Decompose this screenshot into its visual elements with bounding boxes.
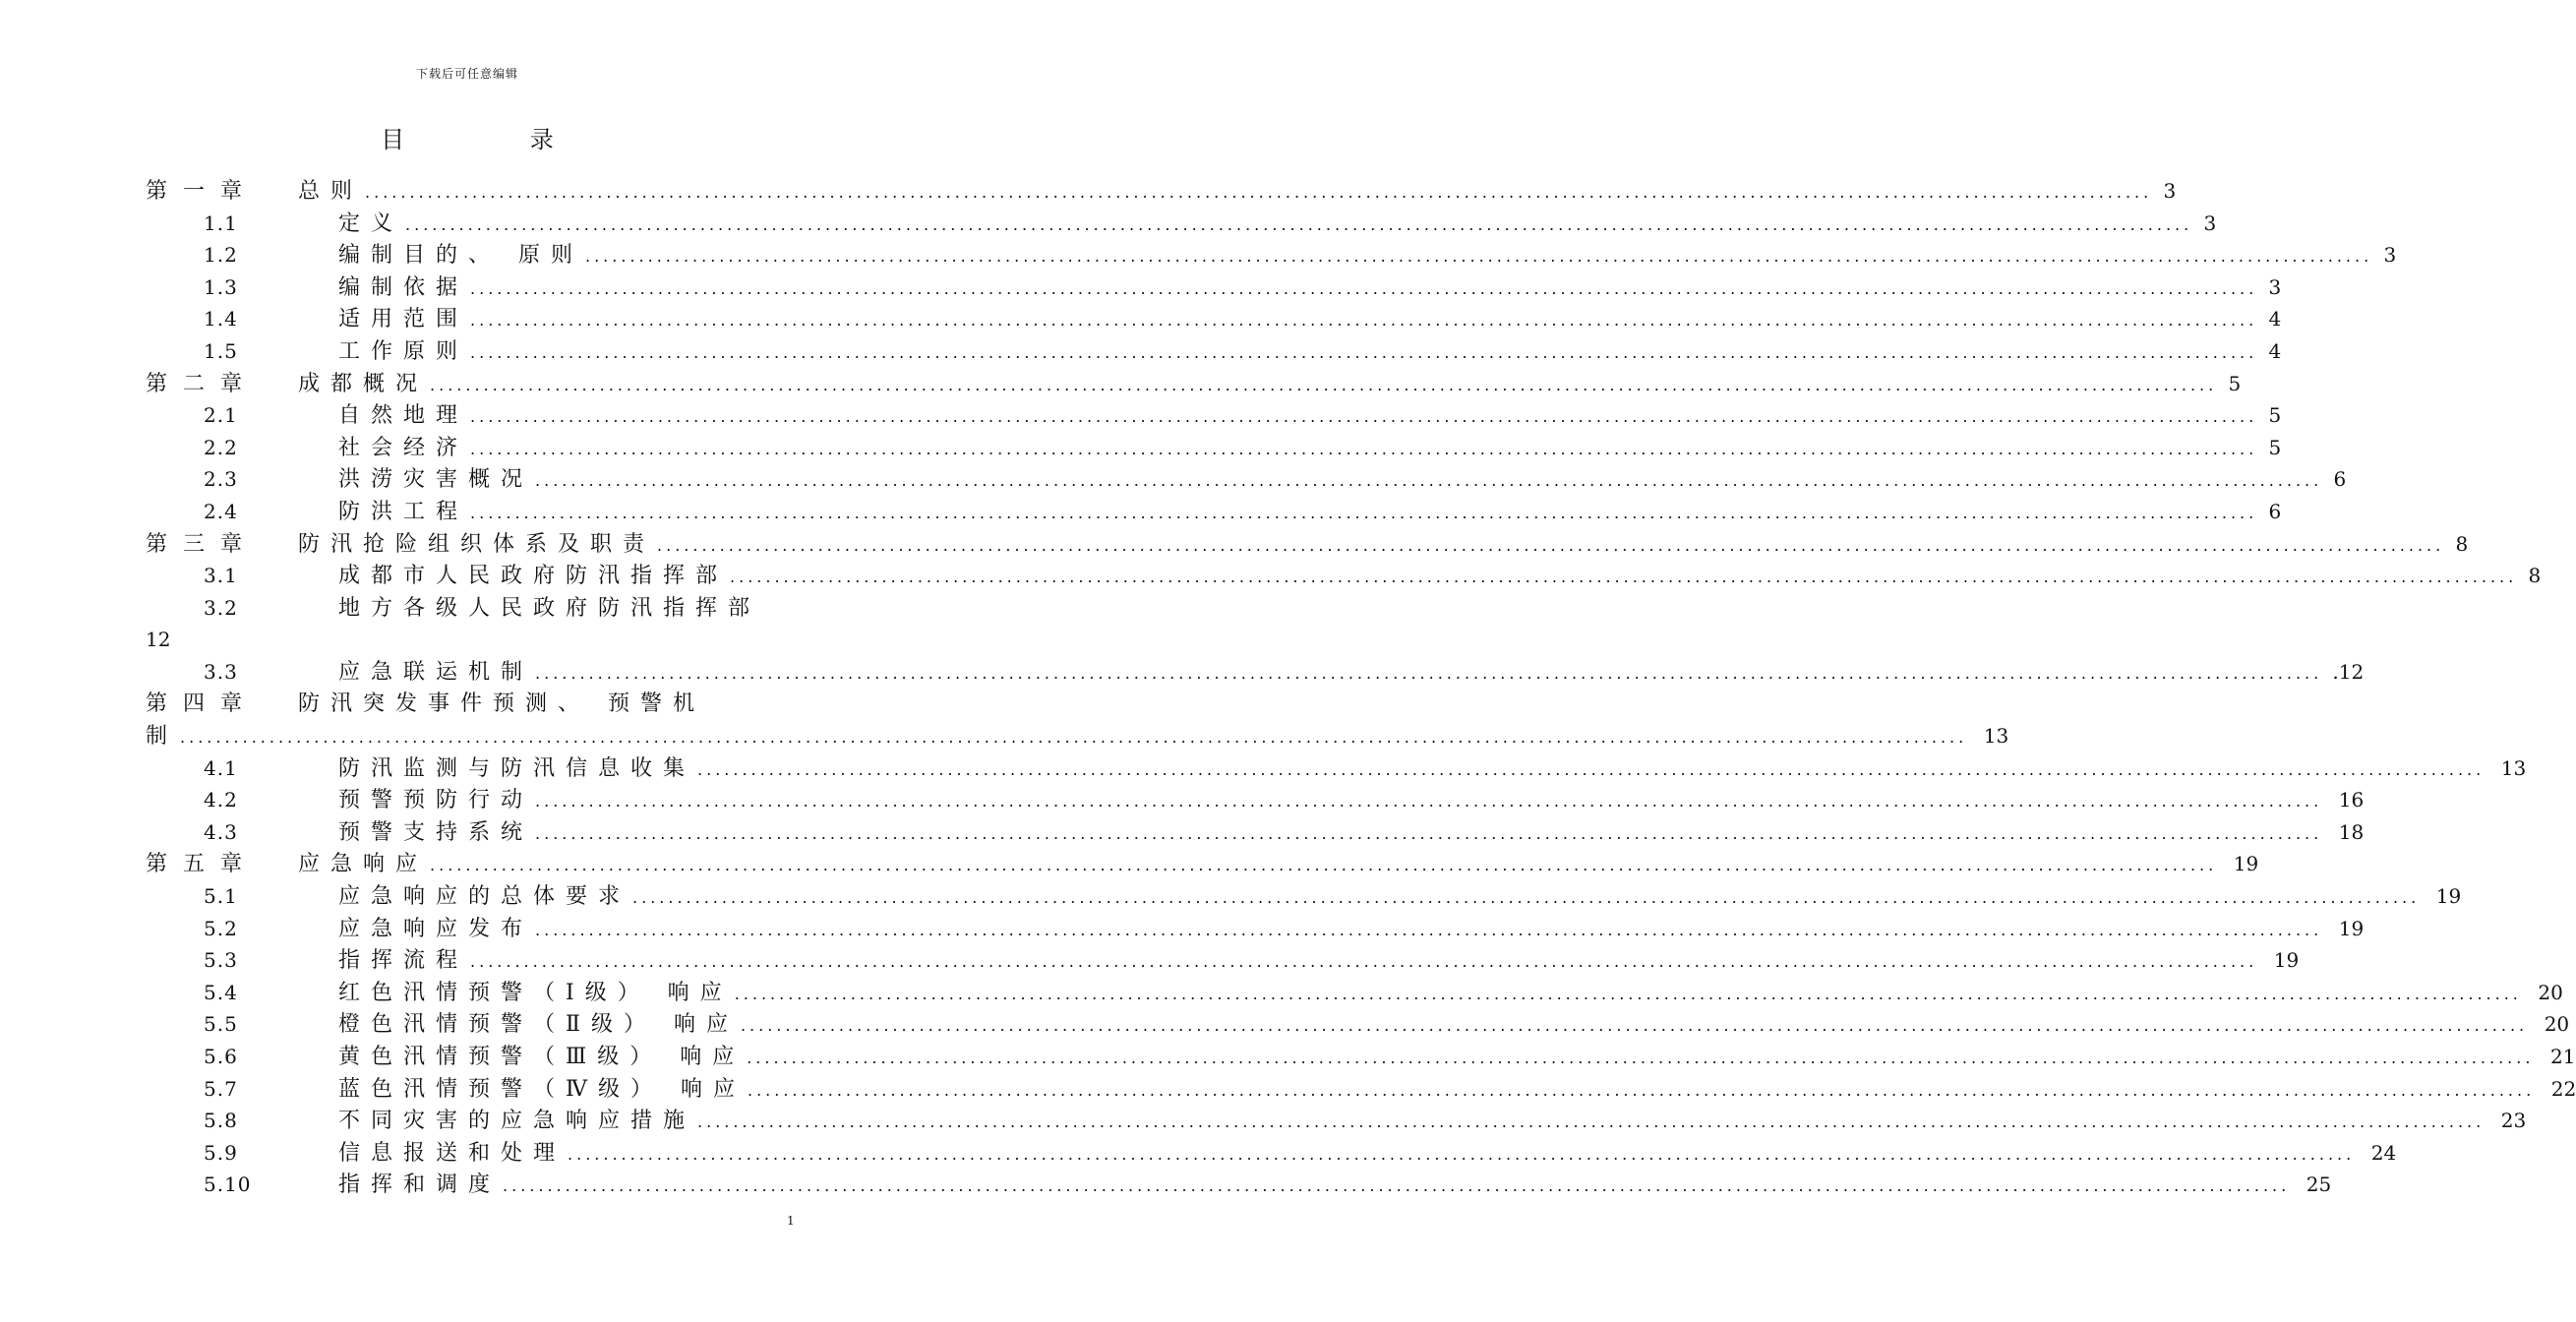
toc-leader-dots: ........................................................................................................................................................................................................ [657,535,2445,555]
toc-section-entry[interactable] [146,1073,2576,1106]
toc-entry-title: 成都市人民政府防汛指挥部 [338,564,729,589]
toc-page-number: 19 [2338,916,2365,940]
toc-chapter-entry[interactable] [146,368,2242,400]
toc-section-entry[interactable] [146,913,2365,945]
toc-section-number: 5.5 [204,1012,238,1037]
toc-section-entry[interactable] [146,1041,2576,1073]
toc-continuation[interactable] [146,624,795,656]
toc-chapter-number: 第四章 [146,691,259,716]
toc-section-number: 5.9 [204,1140,238,1165]
toc-section-number: 1.4 [204,307,238,331]
toc-section-number: 4.2 [204,788,238,812]
toc-leader-dots: ........................................................................................................................................................................................................ [470,439,2258,458]
toc-page-number: 16 [2338,788,2365,812]
toc-chapter-number: 第一章 [146,179,259,204]
toc-leader-dots: ........................................................................................................................................................................................................ [470,503,2258,522]
toc-entry-title: 洪涝灾害概况 [338,467,534,493]
toc-leader-dots: ........................................................................................................................................................................................................ [470,278,2258,298]
toc-page-number: 4 [2268,338,2282,363]
table-of-contents [146,175,2576,1201]
toc-leader-dots: ........................................................................................................................................................................................................ [730,568,2518,587]
toc-leader-dots: ........................................................................................................................................................................................................ [470,407,2258,427]
toc-leader-dots: ........................................................................................................................................................................................................ [747,1080,2536,1100]
toc-leader-dots: ........................................................................................................................................................................................................ [365,183,2153,202]
toc-entry-title: 预警支持系统 [338,819,534,845]
toc-section-entry[interactable] [146,1169,2332,1201]
toc-section-entry[interactable] [146,496,2282,528]
toc-entry-title: 制 [146,724,179,750]
toc-page-number: 13 [1983,724,2009,749]
toc-page-number: 3 [2383,243,2397,268]
toc-page-number: 24 [2370,1140,2397,1165]
toc-section-entry[interactable] [146,271,2282,304]
toc-section-entry[interactable] [146,560,2542,592]
toc-entry-title: 编制目的、 原则 [338,243,583,269]
toc-section-entry[interactable] [146,335,2282,368]
toc-section-entry[interactable] [146,1105,2527,1137]
toc-leader-dots: ........................................................................................................................................................................................................ [430,375,2218,394]
toc-page-number: 13 [2500,755,2527,780]
toc-section-number: 5.2 [204,916,238,940]
toc-section-entry[interactable] [146,239,2397,271]
toc-entry-title: 预警预防行动 [338,788,534,813]
toc-section-number: 5.7 [204,1076,238,1101]
toc-entry-title: 适用范围 [338,307,469,332]
toc-leader-dots: ........................................................................................................................................................................................................ [734,984,2522,1003]
toc-entry-title: 指挥流程 [338,948,469,974]
toc-leader-dots: ........................................................................................................................................................................................................ [585,247,2373,267]
toc-chapter-entry[interactable] [146,689,795,721]
toc-chapter-number: 第三章 [146,531,259,557]
toc-leader-dots: ........................................................................................................................................................................................................ [697,1112,2486,1132]
toc-page-number: 20 [2538,980,2563,1004]
toc-section-entry[interactable] [146,592,795,625]
toc-section-number: 5.1 [204,884,238,909]
toc-entry-title: 应急联运机制 [338,659,534,685]
toc-section-number: 5.10 [204,1172,252,1197]
toc-leader-dots: ........................................................................................................................................................................................................ [740,1016,2529,1036]
toc-section-number: 4.1 [204,755,238,780]
toc-page-number: 6 [2268,499,2282,523]
toc-page-number: 5 [2268,435,2282,459]
toc-chapter-number: 第二章 [146,371,259,396]
toc-section-number: 3.2 [204,595,238,620]
toc-section-entry[interactable] [146,784,2365,816]
toc-leader-dots: ........................................................................................................................................................................................................ [697,759,2486,779]
toc-section-entry[interactable] [146,432,2282,464]
toc-section-entry[interactable] [146,1137,2397,1170]
toc-chapter-entry[interactable] [146,720,2009,752]
toc-entry-title: 自然地理 [338,403,469,429]
toc-entry-title: 蓝色汛情预警（Ⅳ级） 响应 [338,1076,746,1102]
toc-chapter-entry[interactable] [146,175,2177,208]
toc-section-entry[interactable] [146,977,2563,1009]
toc-section-number: 1.1 [204,210,238,235]
toc-entry-title: 工作原则 [338,338,469,364]
toc-entry-title: 地方各级人民政府防汛指挥部 [338,595,761,621]
toc-section-entry[interactable] [146,752,2527,785]
page-title: 目 录 [381,126,613,153]
toc-page-number: 3 [2203,210,2217,235]
toc-section-entry[interactable] [146,1008,2570,1041]
toc-leader-dots: ........................................................................................................................................................................................................ [180,728,1968,748]
toc-leader-dots: ........................................................................................................................................................................................................ [535,663,2323,683]
toc-entry-title: 黄色汛情预警（Ⅲ级） 响应 [338,1045,746,1070]
toc-leader-dots: ........................................................................................................................................................................................................ [632,888,2421,908]
toc-chapter-number: 第五章 [146,852,259,877]
toc-entry-title: 信息报送和处理 [338,1140,567,1166]
toc-page-number: 19 [2233,852,2259,876]
toc-section-number: 4.3 [204,819,238,844]
toc-leader-dots: ........................................................................................................................................................................................................ [535,920,2323,939]
toc-section-number: 3.1 [204,564,238,588]
toc-leader-dots: ........................................................................................................................................................................................................ [535,471,2323,491]
toc-entry-title: 红色汛情预警（Ⅰ级） 响应 [338,980,733,1005]
toc-page-number: 3 [2268,274,2282,299]
toc-section-number: 1.3 [204,274,238,299]
toc-entry-title: 总则 [298,179,364,204]
toc-entry-title: 应急响应的总体要求 [338,884,631,910]
toc-section-number: 5.3 [204,948,238,973]
toc-leader-dots: ........................................................................................................................................................................................................ [535,792,2323,811]
toc-leader-dots: ........................................................................................................................................................................................................ [470,952,2258,972]
toc-chapter-entry[interactable] [146,528,2469,561]
toc-leader-dots: ........................................................................................................................................................................................................ [535,823,2323,843]
toc-entry-title: 定义 [338,210,404,236]
toc-page-number: 5 [2268,403,2282,428]
page-number: 1 [787,1214,795,1228]
toc-page-number: 21 [2549,1045,2576,1069]
header-note: 下载后可任意编辑 [415,67,518,81]
toc-leader-dots: ........................................................................................................................................................................................................ [568,1144,2356,1164]
toc-entry-title: 指挥和调度 [338,1172,502,1198]
toc-entry-title: 应急响应 [298,852,429,877]
toc-page-number: 25 [2306,1172,2332,1197]
toc-section-entry[interactable] [146,656,2365,689]
toc-page-number: 8 [2528,564,2542,588]
toc-page-number: .12 [2332,659,2365,684]
toc-section-number: 2.3 [204,467,238,492]
toc-section-entry[interactable] [146,944,2300,977]
toc-leader-dots: ........................................................................................................................................................................................................ [405,214,2193,234]
toc-entry-title: 不同灾害的应急响应措施 [338,1109,696,1134]
toc-section-entry[interactable] [146,399,2282,432]
toc-leader-dots: ........................................................................................................................................................................................................ [747,1049,2535,1068]
toc-section-number: 2.4 [204,499,238,523]
toc-page-number: 5 [2228,371,2242,395]
toc-section-number: 3.3 [204,659,238,684]
toc-section-entry[interactable] [146,303,2282,335]
toc-leader-dots: ........................................................................................................................................................................................................ [470,342,2258,362]
toc-entry-title: 防汛抢险组织体系及职责 [298,531,656,557]
toc-page-number: 4 [2268,307,2282,331]
toc-page-number: 8 [2455,531,2469,556]
toc-page-number: 18 [2338,819,2365,844]
toc-section-number: 5.4 [204,980,238,1004]
toc-entry-title: 防洪工程 [338,499,469,524]
toc-section-entry[interactable] [146,208,2217,240]
toc-section-number: 5.8 [204,1109,238,1133]
toc-entry-title: 成都概况 [298,371,429,396]
toc-page-number: 6 [2333,467,2347,492]
toc-page-number: 19 [2273,948,2300,973]
toc-entry-title: 编制依据 [338,274,469,300]
toc-entry-title: 防汛监测与防汛信息收集 [338,755,696,781]
toc-section-entry[interactable] [146,816,2365,849]
toc-chapter-entry[interactable] [146,848,2259,880]
toc-leader-dots: ........................................................................................................................................................................................................ [430,856,2218,875]
toc-page-number: 12 [146,628,171,652]
toc-entry-title: 社会经济 [338,435,469,460]
toc-entry-title: 应急响应发布 [338,916,534,941]
toc-section-entry[interactable] [146,463,2347,496]
toc-entry-title: 橙色汛情预警（Ⅱ级） 响应 [338,1012,739,1038]
toc-section-number: 1.5 [204,338,238,363]
toc-leader-dots: ........................................................................................................................................................................................................ [503,1176,2291,1196]
toc-leader-dots: ........................................................................................................................................................................................................ [470,311,2258,330]
toc-section-number: 1.2 [204,243,238,268]
toc-section-number: 2.2 [204,435,238,459]
toc-section-number: 2.1 [204,403,238,428]
toc-page-number: 22 [2550,1076,2576,1101]
toc-section-entry[interactable] [146,880,2462,913]
toc-page-number: 3 [2163,179,2177,203]
toc-page-number: 19 [2435,884,2462,909]
toc-page-number: 23 [2500,1109,2527,1133]
toc-entry-title: 防汛突发事件预测、 预警机 [298,691,705,716]
toc-page-number: 20 [2544,1012,2570,1037]
toc-section-number: 5.6 [204,1045,238,1069]
